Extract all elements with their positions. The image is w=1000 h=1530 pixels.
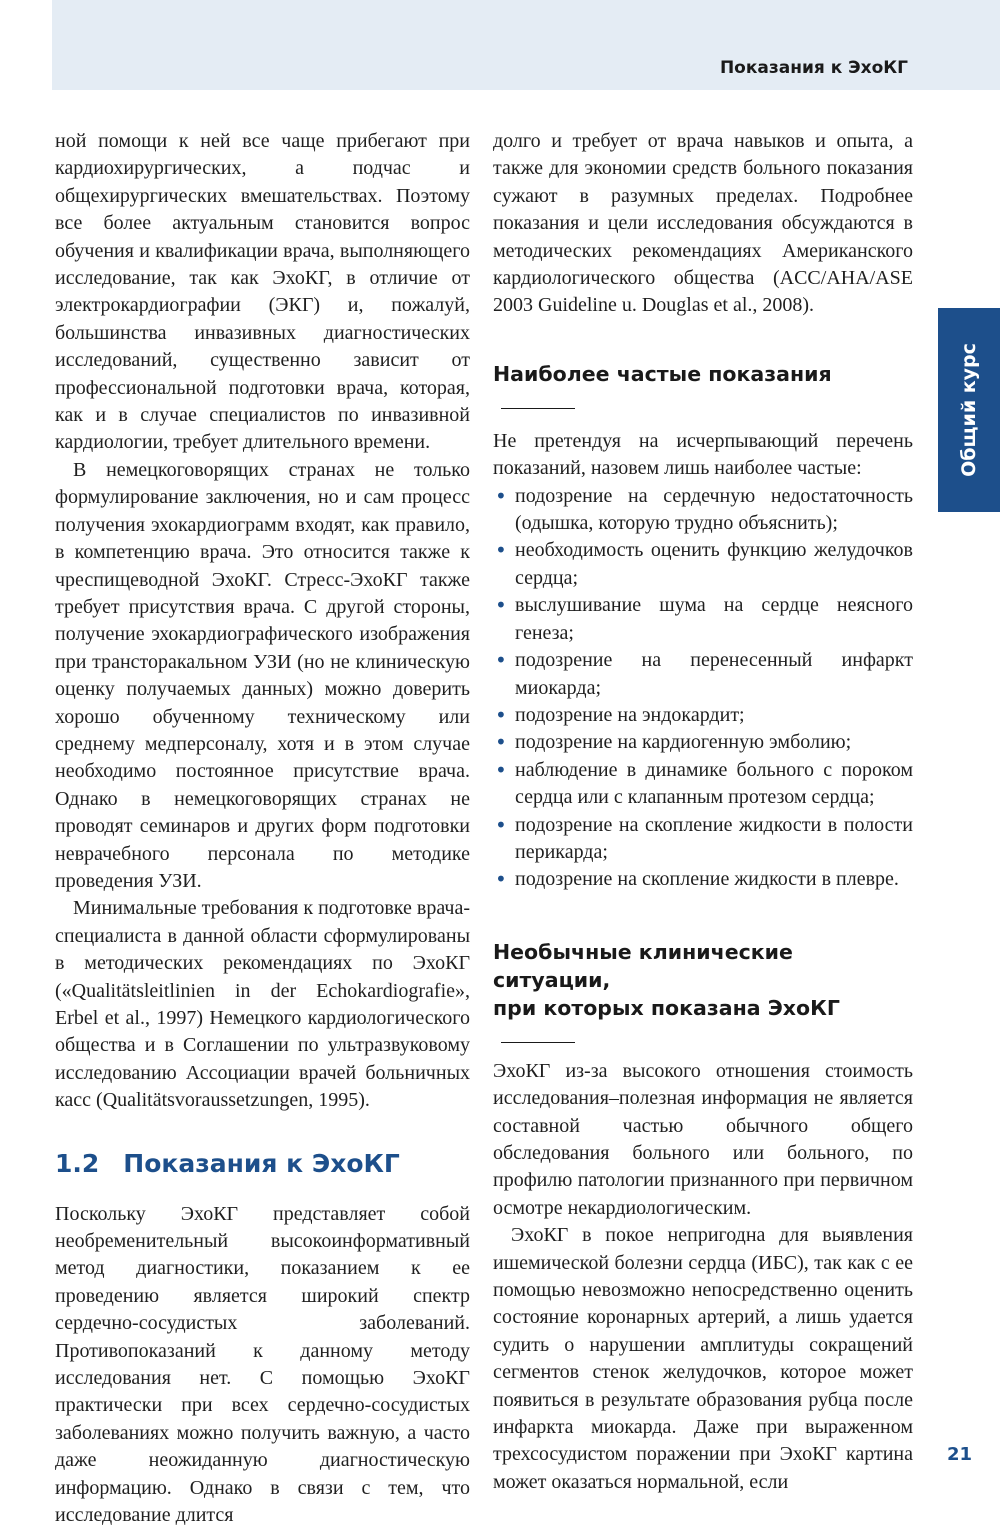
subheading-unusual-situations (493, 938, 913, 1050)
running-header: Показания к ЭхоКГ (719, 58, 908, 78)
subheading-frequent-indications-text: Наиболее частые показания (493, 361, 832, 386)
right-paragraph-1: долго и требует от врача навыков и опыта, а также для экономии средств больного показания сужают в разумных пределах. Подробнее показания и цели исследования обсуждаются в методических рекомендациях Американского кардиологического общества (ACC/AHA/ASE 2003 Guideline u. Douglas et al., 2008). (493, 130, 913, 317)
section-number: 1.2 (55, 1148, 100, 1178)
subheading-frequent-indications (493, 360, 913, 416)
subheading-unusual-line-1: Необычные клинические ситуации, (493, 939, 793, 992)
list-item: • подозрение на скопление жидкости в плевре. (493, 866, 913, 893)
list-item: • наблюдение в динамике больного с пороком сердца или с клапанным протезом сердца; (493, 757, 913, 812)
indications-intro: Не претендуя на исчерпывающий перечень показаний, назовем лишь наиболее частые: (493, 429, 913, 480)
heading-rule (501, 408, 575, 409)
list-item: • подозрение на эндокардит; (493, 702, 913, 729)
right-column (493, 128, 913, 1496)
section-heading (55, 1149, 470, 1179)
list-item: • подозрение на сердечную недостаточность (одышка, которую трудно объяснить); (493, 483, 913, 538)
chapter-side-tab (938, 308, 1000, 512)
list-item: • подозрение на перенесенный инфаркт миокарда; (493, 647, 913, 702)
subheading-unusual-line-2: при которых показана ЭхоКГ (493, 995, 840, 1020)
right-paragraph-2: ЭхоКГ из-за высокого отношения стоимость исследования–полезная информация не является составной частью обычного общего обследования больного или больного, по профилю патологии признанного при первичном осмотре некардиологическим. (493, 1059, 913, 1219)
left-column (55, 128, 470, 1530)
left-paragraph-2: В немецкоговорящих странах не только формулирование заключения, но и сам процесс получения эхокардиограмм входят, как правило, в компетенцию врача. Это относится также к чреспищеводной ЭхоКГ. Стресс-ЭхоКГ также требует присутствия врача. С другой стороны, получение эхокардиографического изображения при трансторакальном УЗИ (но не клиническую оценку получаемых данных) можно доверить хорошо обученному техническому или среднему медперсоналу, хотя и в этом случае необходимо постоянное присутствие врача. Однако в немецкоговорящих странах не проводят семинаров и других форм подготовки неврачебного персонала по методике проведения УЗИ. (55, 458, 470, 892)
list-item: • подозрение на кардиогенную эмболию; (493, 729, 913, 756)
heading-rule (501, 1042, 575, 1043)
left-paragraph-1: ной помощи к ней все чаще прибегают при кардиохирургических, а подчас и общехирургических вмешательствах. Поэтому все более актуальным становится вопрос обучения и квалификации врача, выполняющего исследование, так как ЭхоКГ, в отличие от электрокардиографии (ЭКГ) и, пожалуй, большинства инвазивных диагностических исследований, существенно зависит от профессиональной подготовки врача, которая, как и в случае специалистов по инвазивной кардиологии, требует длительного времени. (55, 130, 470, 454)
left-paragraph-3: Минимальные требования к подготовке врача-специалиста в данной области сформулированы в методических рекомендациях по ЭхоКГ («Qualitätsleitlinien in der Echokardiografie», Erbel et al., 1997) Немецкого кардиологического общества и в Соглашении по ультразвуковому исследованию Ассоциации врачей больничных касс (Qualitätsvoraussetzungen, 1995). (55, 897, 470, 1112)
indications-list (493, 483, 913, 894)
list-item: • необходимость оценить функцию желудочков сердца; (493, 537, 913, 592)
page-number: 21 (946, 1444, 972, 1465)
right-paragraph-3: ЭхоКГ в покое непригодна для выявления ишемической болезни сердца (ИБС), так как с ее помощью невозможно непосредственно оценить состояние коронарных артерий, а лишь удается судить о нарушении амплитуды сокращений сегментов стенок желудочков, которое может появиться в результате образования рубца после инфаркта миокарда. Даже при выраженном трехсосудистом поражении при ЭхоКГ картина может оказаться нормальной, если (493, 1224, 913, 1493)
list-item: • подозрение на скопление жидкости в полости перикарда; (493, 812, 913, 867)
left-paragraph-4: Поскольку ЭхоКГ представляет собой необременительный высокоинформативный метод диагностики, показанием к ее проведению является широкий спектр сердечно-сосудистых заболеваний. Противопоказаний к данному методу исследования нет. С помощью ЭхоКГ практически при всех сердечно-сосудистых заболеваниях можно получить важную, а часто даже неожиданную диагностическую информацию. Однако в связи с тем, что исследование длится (55, 1202, 470, 1527)
list-item: • выслушивание шума на сердце неясного генеза; (493, 592, 913, 647)
chapter-side-tab-label: Общий курс (958, 343, 980, 477)
section-title: Показания к ЭхоКГ (123, 1148, 400, 1178)
